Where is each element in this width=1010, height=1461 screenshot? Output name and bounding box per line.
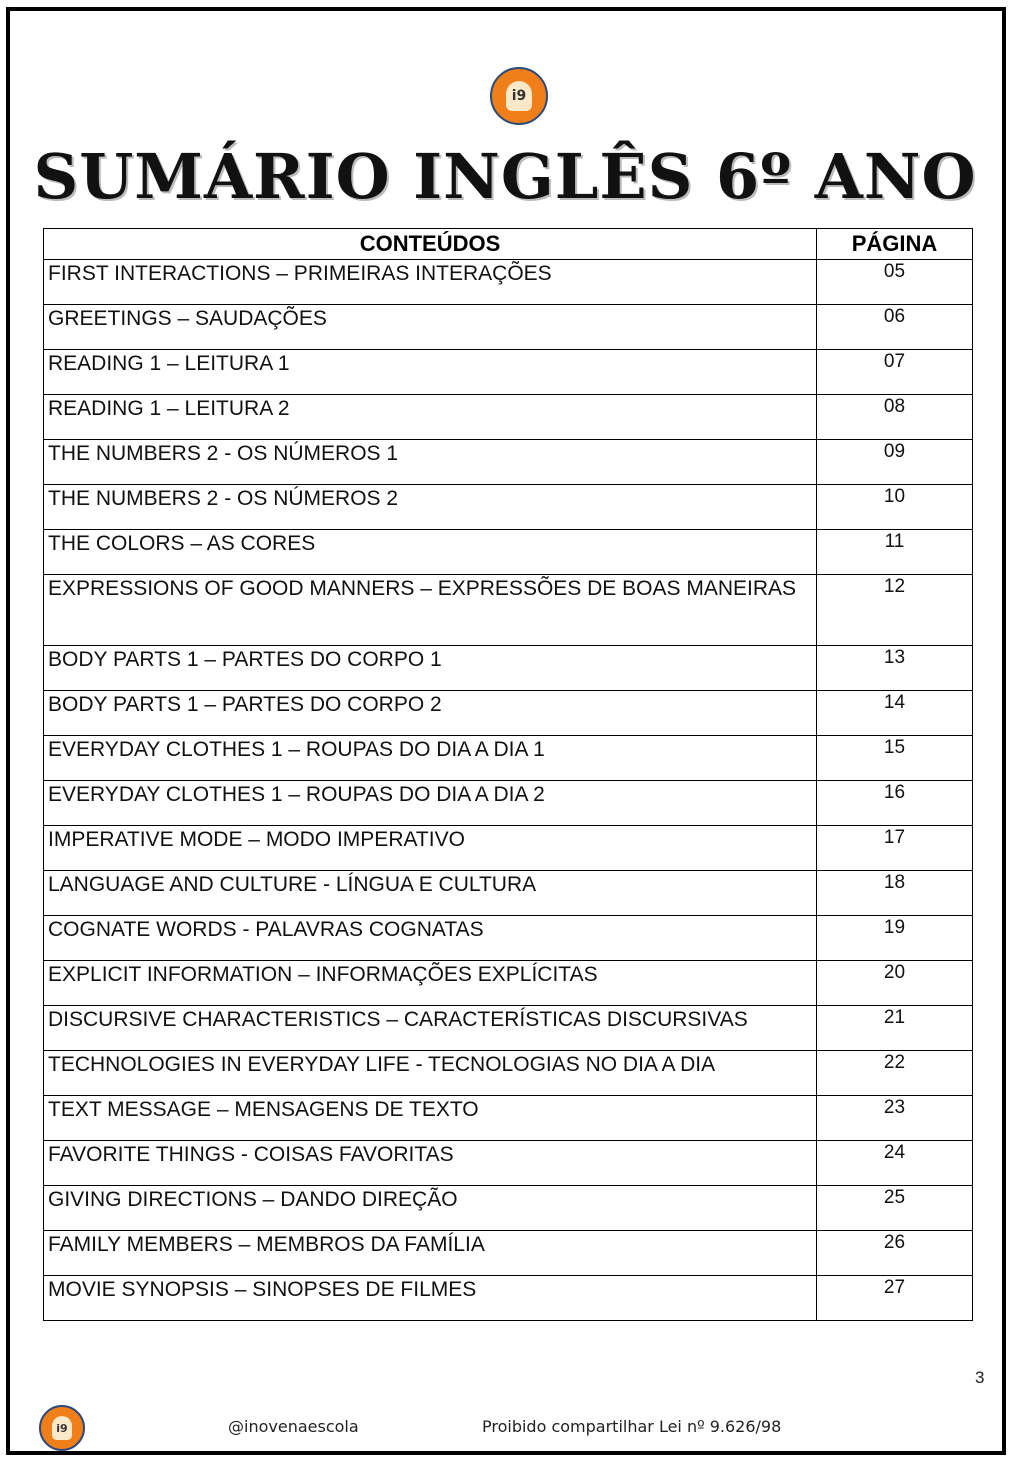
page-cell: 10 (817, 485, 973, 530)
topic-cell: MOVIE SYNOPSIS – SINOPSES DE FILMES (44, 1276, 817, 1321)
page-cell: 19 (817, 916, 973, 961)
page-number: 3 (975, 1368, 985, 1387)
footer-notice: Proibido compartilhar Lei nº 9.626/98 (482, 1417, 782, 1436)
table-row (44, 530, 973, 575)
table-body (44, 260, 973, 1321)
topic-cell: COGNATE WORDS - PALAVRAS COGNATAS (44, 916, 817, 961)
topic-cell: EXPLICIT INFORMATION – INFORMAÇÕES EXPLÍCITAS (44, 961, 817, 1006)
topic-cell: READING 1 – LEITURA 2 (44, 395, 817, 440)
topic-cell: EXPRESSIONS OF GOOD MANNERS – EXPRESSÕES DE BOAS MANEIRAS (44, 575, 817, 646)
page-cell: 08 (817, 395, 973, 440)
column-header-content: CONTEÚDOS (44, 229, 817, 260)
topic-cell: TEXT MESSAGE – MENSAGENS DE TEXTO (44, 1096, 817, 1141)
table-row (44, 781, 973, 826)
topic-cell: READING 1 – LEITURA 1 (44, 350, 817, 395)
page-title: SUMÁRIO INGLÊS 6º ANO (33, 140, 977, 213)
page-cell: 13 (817, 646, 973, 691)
page-cell: 15 (817, 736, 973, 781)
column-header-page: PÁGINA (817, 229, 973, 260)
page-cell: 06 (817, 305, 973, 350)
topic-cell: EVERYDAY CLOTHES 1 – ROUPAS DO DIA A DIA 1 (44, 736, 817, 781)
topic-cell: THE NUMBERS 2 - OS NÚMEROS 1 (44, 440, 817, 485)
page-cell: 17 (817, 826, 973, 871)
topic-cell: TECHNOLOGIES IN EVERYDAY LIFE - TECNOLOGIAS NO DIA A DIA (44, 1051, 817, 1096)
table-row (44, 961, 973, 1006)
table-row (44, 916, 973, 961)
page-cell: 26 (817, 1231, 973, 1276)
table-row (44, 440, 973, 485)
table-row (44, 826, 973, 871)
table-row (44, 395, 973, 440)
table-row (44, 1006, 973, 1051)
topic-cell: FIRST INTERACTIONS – PRIMEIRAS INTERAÇÕES (44, 260, 817, 305)
page-cell: 07 (817, 350, 973, 395)
table-row (44, 1276, 973, 1321)
lightbulb-logo-small-icon (39, 1405, 85, 1451)
table-row (44, 736, 973, 781)
topic-cell: BODY PARTS 1 – PARTES DO CORPO 2 (44, 691, 817, 736)
page-cell: 11 (817, 530, 973, 575)
topic-cell: THE NUMBERS 2 - OS NÚMEROS 2 (44, 485, 817, 530)
table-row (44, 871, 973, 916)
topic-cell: IMPERATIVE MODE – MODO IMPERATIVO (44, 826, 817, 871)
logo-text-small: i9 (52, 1416, 72, 1440)
footer-handle: @inovenaescola (228, 1417, 359, 1436)
page-cell: 09 (817, 440, 973, 485)
page-cell: 27 (817, 1276, 973, 1321)
page-cell: 14 (817, 691, 973, 736)
topic-cell: THE COLORS – AS CORES (44, 530, 817, 575)
topic-cell: DISCURSIVE CHARACTERISTICS – CARACTERÍSTICAS DISCURSIVAS (44, 1006, 817, 1051)
topic-cell: EVERYDAY CLOTHES 1 – ROUPAS DO DIA A DIA 2 (44, 781, 817, 826)
logo-text: i9 (506, 81, 532, 111)
page-cell: 23 (817, 1096, 973, 1141)
topic-cell: FAMILY MEMBERS – MEMBROS DA FAMÍLIA (44, 1231, 817, 1276)
table-row (44, 1096, 973, 1141)
topic-cell: BODY PARTS 1 – PARTES DO CORPO 1 (44, 646, 817, 691)
table-row (44, 260, 973, 305)
page-cell: 25 (817, 1186, 973, 1231)
page-cell: 22 (817, 1051, 973, 1096)
table-row (44, 305, 973, 350)
page-cell: 24 (817, 1141, 973, 1186)
topic-cell: LANGUAGE AND CULTURE - LÍNGUA E CULTURA (44, 871, 817, 916)
table-row (44, 1051, 973, 1096)
page-cell: 18 (817, 871, 973, 916)
page-cell: 12 (817, 575, 973, 646)
table-row (44, 350, 973, 395)
table-row (44, 1231, 973, 1276)
topic-cell: GREETINGS – SAUDAÇÕES (44, 305, 817, 350)
page-cell: 20 (817, 961, 973, 1006)
table-row (44, 1141, 973, 1186)
table-header-row (44, 229, 973, 260)
table-row (44, 646, 973, 691)
topic-cell: FAVORITE THINGS - COISAS FAVORITAS (44, 1141, 817, 1186)
table-row (44, 691, 973, 736)
table-row (44, 1186, 973, 1231)
contents-table (43, 228, 973, 1321)
table-row (44, 575, 973, 646)
topic-cell: GIVING DIRECTIONS – DANDO DIREÇÃO (44, 1186, 817, 1231)
lightbulb-logo-icon (490, 67, 548, 125)
table-row (44, 485, 973, 530)
page-cell: 05 (817, 260, 973, 305)
page-cell: 21 (817, 1006, 973, 1051)
page-cell: 16 (817, 781, 973, 826)
